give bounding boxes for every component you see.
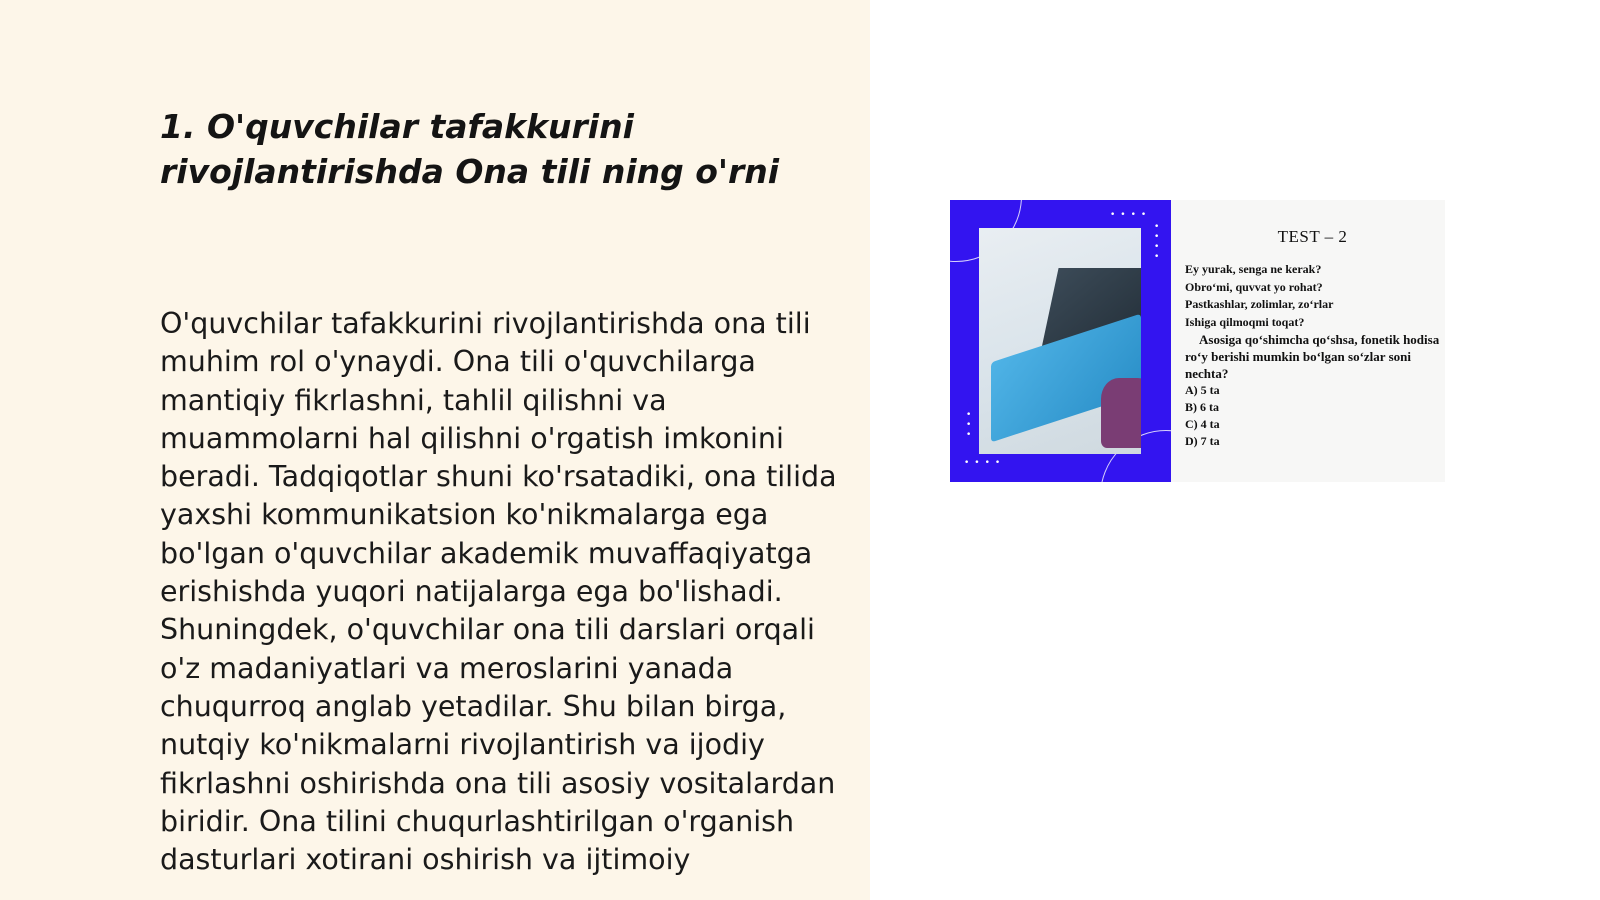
test-content (1185, 225, 1440, 450)
poem-line: Ishiga qilmoqmi toqat? (1185, 314, 1305, 329)
laptop-photo-icon (979, 228, 1141, 454)
test-image (950, 200, 1445, 482)
answer-option-c: C) 4 ta (1185, 417, 1220, 431)
photo-frame (950, 200, 1171, 482)
dots-decoration-right: • • • • (1154, 222, 1160, 262)
poem-line: Pastkashlar, zolimlar, zo‘rlar (1185, 297, 1334, 311)
poem-line: Ey yurak, senga ne kerak? (1185, 262, 1322, 276)
test-question: Asosiga qoʻshimcha qoʻshsa, fonetik hodisa roʻy berishi mumkin boʻlgan soʻzlar soni nechta? (1185, 332, 1440, 381)
hand (1101, 378, 1141, 448)
dots-decoration-top: •••• (1110, 210, 1152, 220)
answer-option-d: D) 7 ta (1185, 434, 1220, 448)
dots-decoration-bottom: •••• (964, 458, 1006, 468)
test-title: TEST – 2 (1277, 227, 1348, 246)
body-paragraph: O'quvchilar tafakkurini rivojlantirishda ona tili muhim rol o'ynaydi. Ona tili o'quvchilarga mantiqiy fikrlashni, tahlil qilishni va muammolarni hal qilishni o'rgatish imkonini beradi. Tadqiqotlar shuni ko'rsatadiki, ona tilida yaxshi kommunikatsion ko'nikmalarga ega bo'lgan o'quvchilar akademik muvaffaqiyatga erishishda yuqori natijalarga ega bo'lishadi. Shuningdek, o'quvchilar ona tili darslari orqali o'z madaniyatlari va meroslarini yanada chuqurroq anglab yetadilar. Shu bilan birga, nutqiy ko'nikmalarni rivojlantirish va ijodiy fikrlashni oshirishda ona tili asosiy vositalardan biridir. Ona tilini chuqurlashtirilgan o'rganish dasturlari xotirani oshirish va ijtimoiy (160, 307, 837, 877)
answer-option-a: A) 5 ta (1185, 383, 1220, 397)
dots-decoration-left: • • • (966, 410, 972, 440)
answer-option-b: B) 6 ta (1185, 400, 1219, 414)
slide-title: 1. O'quvchilar tafakkurini rivojlantirishda Ona tili ning o'rni (160, 107, 780, 191)
poem-line: Obro‘mi, quvvat yo rohat? (1185, 279, 1323, 294)
